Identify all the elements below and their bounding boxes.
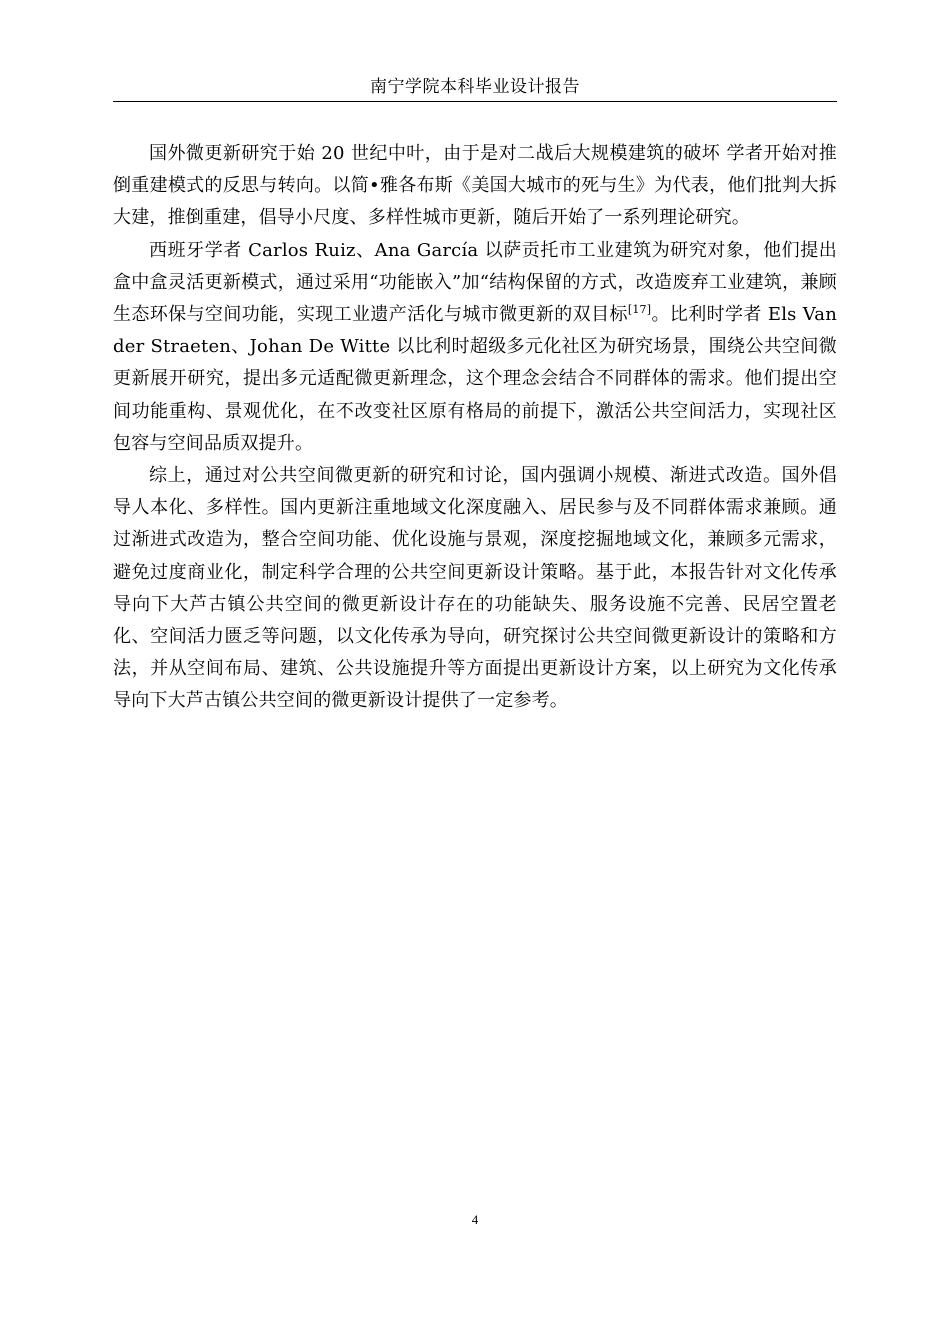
paragraph-1: 国外微更新研究于始 20 世纪中叶，由于是对二战后大规模建筑的破坏 学者开始对推倒重建模式的反思与转向。以简•雅各布斯《美国大城市的死与生》为代表，他们批判大拆大建，推倒重建，倡导小尺度、多样性城市更新，随后开始了一系列理论研究。 [113,143,837,229]
body-text [113,138,837,718]
header-divider [113,101,837,102]
page-header: 南宁学院本科毕业设计报告 [370,77,580,97]
citation-marker: [17] [627,303,652,317]
paragraph-2-text-after-citation: 。比利时学者 Els Van der Straeten、Johan De Witte 以比利时超级多元化社区为研究场景，围绕公共空间微更新展开研究，提出多元适配微更新理念，这个理念会结合不同群体的需求。他们提出空间功能重构、景观优化，在不改变社区原有格局的前提下，激活公共空间活力，实现社区包容与空间品质双提升。 [113,304,837,454]
paragraph-2 [113,235,837,460]
paragraph-3: 综上，通过对公共空间微更新的研究和讨论，国内强调小规模、渐进式改造。国外倡导人本化、多样性。国内更新注重地域文化深度融入、居民参与及不同群体需求兼顾。通过渐进式改造为，整合空间功能、优化设施与景观，深度挖掘地域文化，兼顾多元需求，避免过度商业化，制定科学合理的公共空间更新设计策略。基于此，本报告针对文化传承导向下大芦古镇公共空间的微更新设计存在的功能缺失、服务设施不完善、民居空置老化、空间活力匮乏等问题，以文化传承为导向，研究探讨公共空间微更新设计的策略和方法，并从空间布局、建筑、公共设施提升等方面提出更新设计方案，以上研究为文化传承导向下大芦古镇公共空间的微更新设计提供了一定参考。 [113,465,837,712]
paragraph-2-text-before-citation: 西班牙学者 Carlos Ruiz、Ana García 以萨贡托市工业建筑为研究对象，他们提出盒中盒灵活更新模式，通过采用“功能嵌入”加“结构保留的方式，改造废弃工业建筑，兼顾生态环保与空间功能，实现工业遗产活化与城市微更新的双目标 [113,239,837,326]
page-number: 4 [471,1212,479,1227]
